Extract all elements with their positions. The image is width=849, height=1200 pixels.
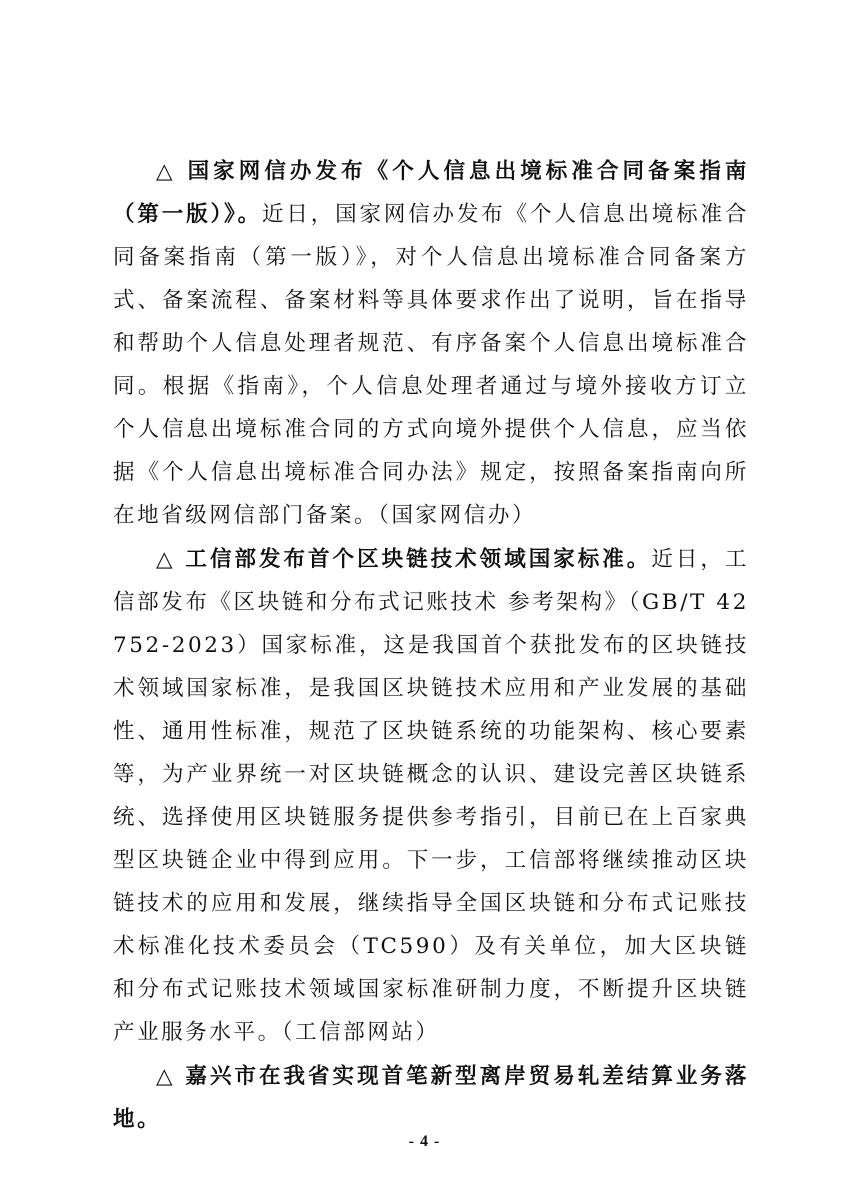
- news-headline: 工信部发布首个区块链技术领域国家标准。: [185, 547, 652, 572]
- news-body: 近日，国家网信办发布《个人信息出境标准合同备案指南（第一版）》，对个人信息出境标准合同备案方式、备案流程、备案材料等具体要求作出了说明，旨在指导和帮助个人信息处理者规范、有序备案个人信息出境标准合同。根据《指南》，个人信息处理者通过与境外接收方订立个人信息出境标准合同的方式向境外提供个人信息，应当依据《个人信息出境标准合同办法》规定，按照备案指南向所在地省级网信部门备案。（国家网信办）: [113, 202, 749, 528]
- document-body: [113, 150, 749, 1141]
- triangle-marker: △: [156, 159, 177, 184]
- news-headline: 国家网信办发布《个人信息出境标准合同备案指南（第一版）》。: [113, 159, 750, 227]
- page-number: - 4 -: [408, 1133, 441, 1150]
- news-headline: 嘉兴市在我省实现首笔新型离岸贸易轧差结算业务落地。: [113, 1064, 749, 1132]
- news-body: 近日，工信部发布《区块链和分布式记账技术 参考架构》（GB/T 42752-2023）国家标准，这是我国首个获批发布的区块链技术领域国家标准，是我国区块链技术应用和产业发展的基础性、通用性标准，规范了区块链系统的功能架构、核心要素等，为产业界统一对区块链概念的认识、建设完善区块链系统、选择使用区块链服务提供参考指引，目前已在上百家典型区块链企业中得到应用。下一步，工信部将继续推动区块链技术的应用和发展，继续指导全国区块链和分布式记账技术标准化技术委员会（TC590）及有关单位，加大区块链和分布式记账技术领域国家标准研制力度，不断提升区块链产业服务水平。（工信部网站）: [113, 547, 749, 1045]
- news-item: [113, 1055, 749, 1141]
- triangle-marker: △: [156, 1064, 176, 1089]
- triangle-marker: △: [156, 547, 176, 572]
- news-item: [113, 150, 749, 537]
- news-item: [113, 538, 749, 1054]
